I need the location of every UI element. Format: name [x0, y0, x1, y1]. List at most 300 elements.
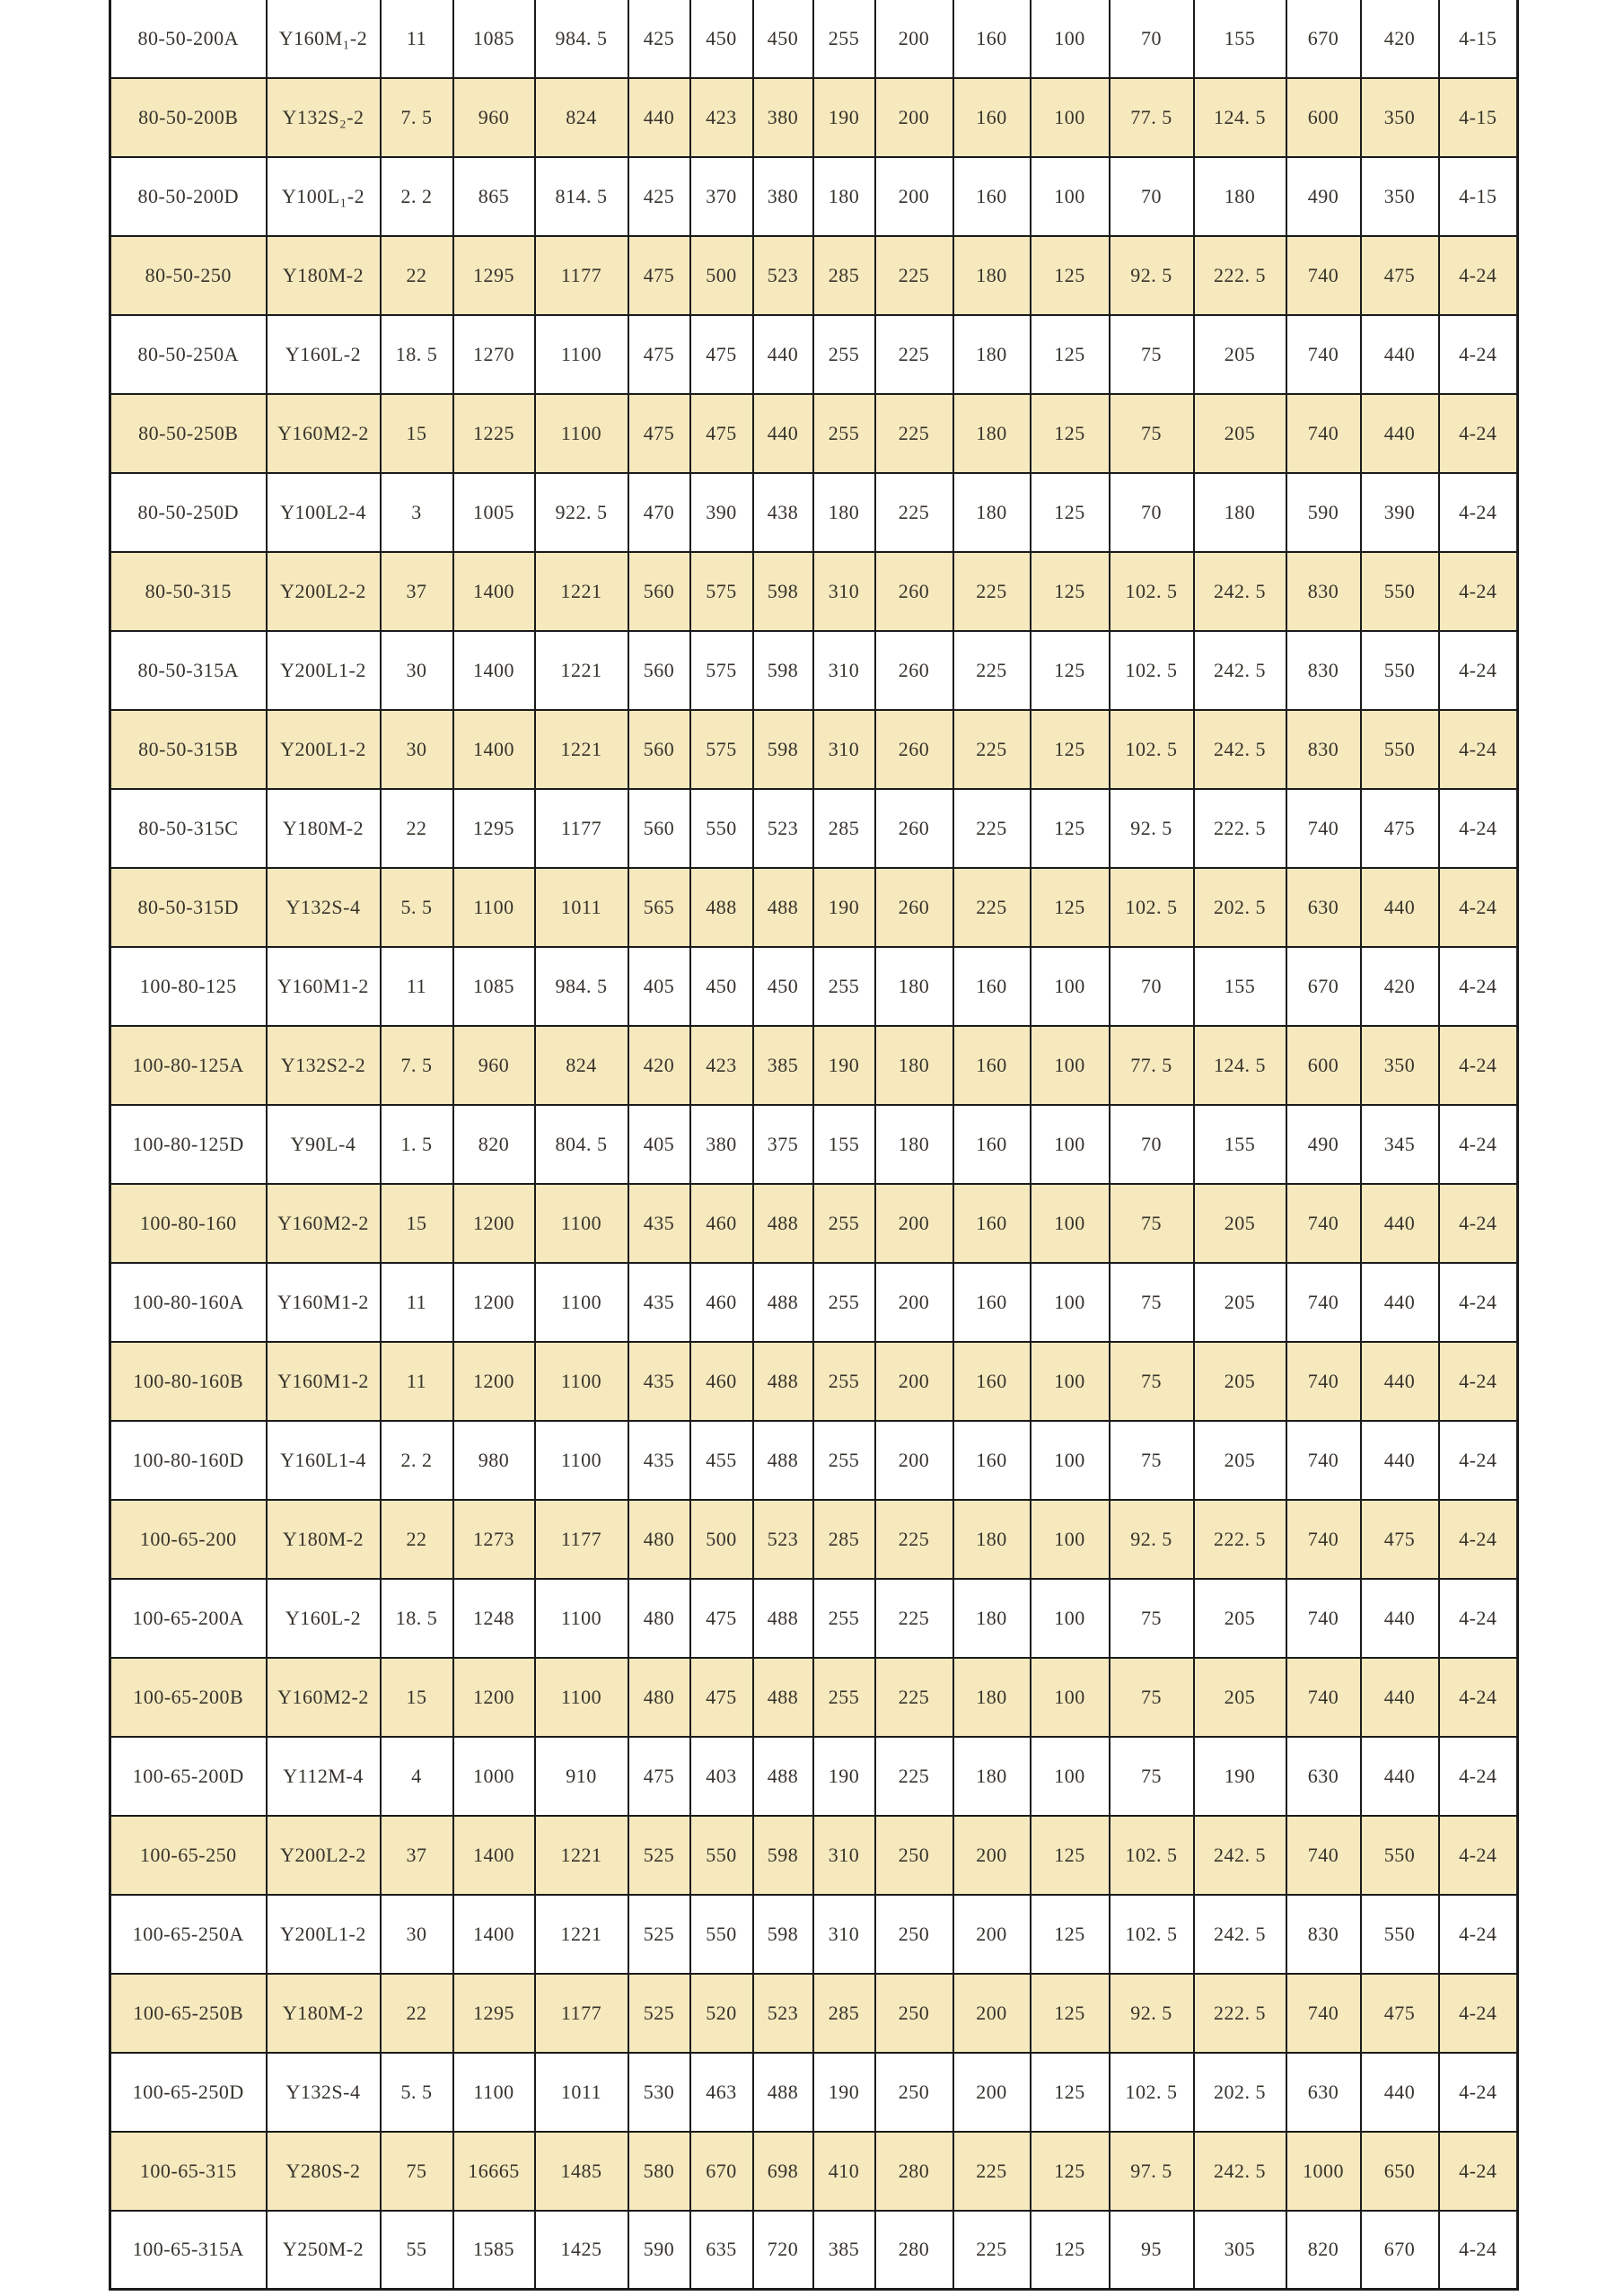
table-cell: 550	[690, 789, 753, 868]
table-cell: 423	[690, 78, 753, 157]
table-cell: 77. 5	[1110, 78, 1194, 157]
table-cell: 350	[1361, 157, 1439, 236]
table-cell: 255	[813, 1421, 875, 1500]
table-cell: 285	[813, 1500, 875, 1579]
motor-model-cell: Y160M1-2	[267, 1342, 381, 1421]
table-cell: 97. 5	[1110, 2132, 1194, 2211]
table-cell: 1221	[535, 710, 628, 789]
table-cell: 285	[813, 789, 875, 868]
table-cell: 1100	[453, 2053, 535, 2132]
table-cell: 225	[875, 473, 953, 552]
table-cell: 440	[1361, 315, 1439, 394]
table-cell: 475	[690, 394, 753, 473]
table-cell: 100	[1031, 1026, 1110, 1105]
table-cell: 260	[875, 868, 953, 947]
pump-model-cell: 100-65-200D	[110, 1737, 267, 1816]
table-cell: 205	[1194, 315, 1286, 394]
table-cell: 440	[1361, 1342, 1439, 1421]
pump-model-cell: 100-80-160	[110, 1184, 267, 1263]
motor-model-cell: Y132S-4	[267, 868, 381, 947]
table-cell: 403	[690, 1737, 753, 1816]
table-cell: 984. 5	[535, 0, 628, 78]
table-cell: 225	[953, 789, 1031, 868]
table-cell: 824	[535, 78, 628, 157]
table-cell: 4-15	[1439, 78, 1518, 157]
table-cell: 92. 5	[1110, 236, 1194, 315]
table-cell: 260	[875, 789, 953, 868]
table-cell: 190	[813, 2053, 875, 2132]
table-cell: 820	[453, 1105, 535, 1184]
table-cell: 160	[953, 1342, 1031, 1421]
table-cell: 160	[953, 1105, 1031, 1184]
table-cell: 1400	[453, 710, 535, 789]
table-cell: 525	[628, 1816, 690, 1895]
table-cell: 1221	[535, 1816, 628, 1895]
table-cell: 55	[381, 2211, 453, 2290]
table-cell: 523	[753, 789, 813, 868]
motor-model-cell: Y160M2-2	[267, 1184, 381, 1263]
pump-model-cell: 100-65-200A	[110, 1579, 267, 1658]
table-cell: 190	[1194, 1737, 1286, 1816]
table-cell: 205	[1194, 1342, 1286, 1421]
table-cell: 160	[953, 157, 1031, 236]
table-cell: 11	[381, 0, 453, 78]
table-cell: 525	[628, 1895, 690, 1974]
table-cell: 15	[381, 394, 453, 473]
motor-model-cell: Y200L1-2	[267, 631, 381, 710]
table-cell: 7. 5	[381, 1026, 453, 1105]
table-cell: 200	[875, 0, 953, 78]
table-cell: 70	[1110, 473, 1194, 552]
document-sheet	[109, 0, 1519, 2291]
table-cell: 670	[1361, 2211, 1439, 2290]
table-cell: 22	[381, 236, 453, 315]
table-cell: 488	[753, 1737, 813, 1816]
table-body	[110, 0, 1518, 2290]
table-cell: 460	[690, 1263, 753, 1342]
table-cell: 260	[875, 631, 953, 710]
table-cell: 575	[690, 631, 753, 710]
table-cell: 550	[1361, 1895, 1439, 1974]
table-cell: 100	[1031, 1658, 1110, 1737]
table-cell: 255	[813, 315, 875, 394]
table-cell: 100	[1031, 78, 1110, 157]
table-cell: 523	[753, 236, 813, 315]
pump-model-cell: 100-65-315A	[110, 2211, 267, 2290]
table-cell: 125	[1031, 1974, 1110, 2053]
table-cell: 1221	[535, 631, 628, 710]
table-cell: 180	[875, 947, 953, 1026]
table-row	[110, 1500, 1518, 1579]
table-cell: 1011	[535, 868, 628, 947]
table-cell: 75	[1110, 1579, 1194, 1658]
table-cell: 2. 2	[381, 157, 453, 236]
table-cell: 440	[1361, 2053, 1439, 2132]
table-cell: 740	[1286, 1421, 1361, 1500]
table-cell: 922. 5	[535, 473, 628, 552]
table-cell: 225	[953, 868, 1031, 947]
table-cell: 488	[753, 1342, 813, 1421]
table-row	[110, 1263, 1518, 1342]
table-cell: 92. 5	[1110, 1500, 1194, 1579]
table-cell: 4-24	[1439, 868, 1518, 947]
table-cell: 75	[1110, 1263, 1194, 1342]
table-cell: 698	[753, 2132, 813, 2211]
table-cell: 280	[875, 2211, 953, 2290]
table-cell: 4-24	[1439, 1263, 1518, 1342]
table-cell: 180	[953, 1737, 1031, 1816]
table-cell: 4-24	[1439, 1421, 1518, 1500]
table-cell: 650	[1361, 2132, 1439, 2211]
table-cell: 390	[690, 473, 753, 552]
table-cell: 830	[1286, 1895, 1361, 1974]
table-cell: 22	[381, 789, 453, 868]
table-cell: 1100	[535, 1263, 628, 1342]
table-cell: 488	[690, 868, 753, 947]
table-cell: 310	[813, 1895, 875, 1974]
table-cell: 1585	[453, 2211, 535, 2290]
table-cell: 205	[1194, 1579, 1286, 1658]
table-cell: 475	[628, 315, 690, 394]
table-cell: 4-24	[1439, 789, 1518, 868]
table-cell: 440	[1361, 394, 1439, 473]
table-cell: 102. 5	[1110, 552, 1194, 631]
table-cell: 280	[875, 2132, 953, 2211]
table-cell: 205	[1194, 1184, 1286, 1263]
motor-model-cell: Y200L2-2	[267, 1816, 381, 1895]
table-cell: 160	[953, 78, 1031, 157]
table-cell: 190	[813, 78, 875, 157]
pump-model-cell: 100-80-160B	[110, 1342, 267, 1421]
pump-model-cell: 100-80-125	[110, 947, 267, 1026]
motor-model-cell: Y112M-4	[267, 1737, 381, 1816]
table-cell: 222. 5	[1194, 236, 1286, 315]
table-cell: 475	[1361, 1974, 1439, 2053]
table-cell: 1200	[453, 1342, 535, 1421]
table-cell: 1100	[535, 1421, 628, 1500]
table-cell: 820	[1286, 2211, 1361, 2290]
table-cell: 435	[628, 1342, 690, 1421]
pump-model-cell: 100-65-250A	[110, 1895, 267, 1974]
table-cell: 222. 5	[1194, 1974, 1286, 2053]
table-cell: 200	[953, 2053, 1031, 2132]
table-cell: 242. 5	[1194, 631, 1286, 710]
table-cell: 460	[690, 1184, 753, 1263]
table-cell: 530	[628, 2053, 690, 2132]
table-cell: 15	[381, 1184, 453, 1263]
table-row	[110, 1737, 1518, 1816]
table-cell: 5. 5	[381, 868, 453, 947]
table-cell: 22	[381, 1974, 453, 2053]
pump-model-cell: 100-80-160D	[110, 1421, 267, 1500]
table-cell: 160	[953, 1421, 1031, 1500]
table-cell: 125	[1031, 710, 1110, 789]
motor-model-cell: Y160M2-2	[267, 394, 381, 473]
table-cell: 125	[1031, 868, 1110, 947]
table-cell: 205	[1194, 1658, 1286, 1737]
table-row	[110, 1026, 1518, 1105]
table-cell: 255	[813, 1579, 875, 1658]
table-row	[110, 789, 1518, 868]
pump-model-cell: 80-50-315	[110, 552, 267, 631]
table-cell: 740	[1286, 1816, 1361, 1895]
table-cell: 740	[1286, 1342, 1361, 1421]
table-cell: 225	[875, 1737, 953, 1816]
table-row	[110, 1105, 1518, 1184]
table-cell: 205	[1194, 394, 1286, 473]
table-cell: 92. 5	[1110, 789, 1194, 868]
table-cell: 2. 2	[381, 1421, 453, 1500]
pump-model-cell: 80-50-250A	[110, 315, 267, 394]
table-cell: 470	[628, 473, 690, 552]
motor-model-cell: Y160L-2	[267, 1579, 381, 1658]
table-cell: 1011	[535, 2053, 628, 2132]
table-cell: 740	[1286, 1579, 1361, 1658]
table-cell: 125	[1031, 1895, 1110, 1974]
table-cell: 255	[813, 947, 875, 1026]
table-cell: 100	[1031, 1737, 1110, 1816]
table-cell: 450	[690, 947, 753, 1026]
table-cell: 4-24	[1439, 1974, 1518, 2053]
table-cell: 1100	[453, 868, 535, 947]
table-cell: 480	[628, 1500, 690, 1579]
table-cell: 575	[690, 552, 753, 631]
table-row	[110, 1579, 1518, 1658]
motor-model-cell: Y100L2-4	[267, 473, 381, 552]
table-cell: 598	[753, 552, 813, 631]
table-cell: 440	[1361, 1579, 1439, 1658]
table-cell: 225	[875, 1658, 953, 1737]
pump-model-cell: 80-50-315D	[110, 868, 267, 947]
table-cell: 1100	[535, 1579, 628, 1658]
table-row	[110, 552, 1518, 631]
table-cell: 440	[1361, 1184, 1439, 1263]
table-cell: 740	[1286, 394, 1361, 473]
table-cell: 980	[453, 1421, 535, 1500]
table-cell: 488	[753, 1184, 813, 1263]
table-cell: 420	[1361, 947, 1439, 1026]
table-cell: 250	[875, 1895, 953, 1974]
motor-model-cell: Y180M-2	[267, 1974, 381, 2053]
table-cell: 580	[628, 2132, 690, 2211]
table-cell: 102. 5	[1110, 868, 1194, 947]
table-cell: 435	[628, 1421, 690, 1500]
table-row	[110, 1895, 1518, 1974]
pump-spec-table	[109, 0, 1519, 2291]
table-cell: 4-24	[1439, 1658, 1518, 1737]
table-cell: 255	[813, 1342, 875, 1421]
table-cell: 440	[1361, 1421, 1439, 1500]
table-cell: 125	[1031, 2053, 1110, 2132]
table-cell: 4-24	[1439, 710, 1518, 789]
pump-model-cell: 80-50-315C	[110, 789, 267, 868]
table-cell: 1273	[453, 1500, 535, 1579]
table-cell: 475	[1361, 789, 1439, 868]
table-cell: 225	[953, 2132, 1031, 2211]
motor-model-cell: Y180M-2	[267, 1500, 381, 1579]
table-cell: 460	[690, 1342, 753, 1421]
table-cell: 160	[953, 1026, 1031, 1105]
table-row	[110, 157, 1518, 236]
table-cell: 480	[628, 1579, 690, 1658]
table-cell: 410	[813, 2132, 875, 2211]
table-cell: 102. 5	[1110, 710, 1194, 789]
table-cell: 1177	[535, 1500, 628, 1579]
table-cell: 824	[535, 1026, 628, 1105]
table-cell: 75	[1110, 1342, 1194, 1421]
table-cell: 1200	[453, 1263, 535, 1342]
pump-model-cell: 100-65-315	[110, 2132, 267, 2211]
table-cell: 125	[1031, 2132, 1110, 2211]
table-cell: 180	[953, 236, 1031, 315]
table-cell: 70	[1110, 157, 1194, 236]
table-cell: 225	[875, 315, 953, 394]
table-cell: 225	[953, 710, 1031, 789]
table-cell: 200	[875, 1421, 953, 1500]
table-cell: 180	[1194, 473, 1286, 552]
table-cell: 37	[381, 552, 453, 631]
table-cell: 475	[690, 315, 753, 394]
table-cell: 600	[1286, 1026, 1361, 1105]
table-cell: 5. 5	[381, 2053, 453, 2132]
table-cell: 4-24	[1439, 1500, 1518, 1579]
table-cell: 1221	[535, 552, 628, 631]
table-cell: 550	[1361, 710, 1439, 789]
table-cell: 4-24	[1439, 236, 1518, 315]
table-cell: 155	[813, 1105, 875, 1184]
pump-model-cell: 100-65-250	[110, 1816, 267, 1895]
table-cell: 180	[953, 1500, 1031, 1579]
table-cell: 830	[1286, 710, 1361, 789]
motor-model-cell: Y132S2-2	[267, 1026, 381, 1105]
table-cell: 200	[953, 1816, 1031, 1895]
table-cell: 310	[813, 710, 875, 789]
table-cell: 1100	[535, 394, 628, 473]
table-cell: 4-24	[1439, 1342, 1518, 1421]
table-cell: 1000	[453, 1737, 535, 1816]
table-cell: 575	[690, 710, 753, 789]
table-cell: 450	[753, 0, 813, 78]
table-cell: 1295	[453, 789, 535, 868]
table-cell: 100	[1031, 1342, 1110, 1421]
table-cell: 155	[1194, 947, 1286, 1026]
table-cell: 1400	[453, 552, 535, 631]
table-cell: 4-24	[1439, 2053, 1518, 2132]
table-cell: 600	[1286, 78, 1361, 157]
table-cell: 92. 5	[1110, 1974, 1194, 2053]
table-cell: 4	[381, 1737, 453, 1816]
pump-model-cell: 100-65-250B	[110, 1974, 267, 2053]
table-cell: 255	[813, 1184, 875, 1263]
table-cell: 180	[953, 394, 1031, 473]
table-cell: 180	[813, 473, 875, 552]
table-cell: 100	[1031, 1184, 1110, 1263]
table-cell: 125	[1031, 789, 1110, 868]
table-cell: 102. 5	[1110, 1816, 1194, 1895]
table-cell: 125	[1031, 631, 1110, 710]
table-cell: 385	[753, 1026, 813, 1105]
motor-model-cell: Y132S-4	[267, 2053, 381, 2132]
pump-model-cell: 80-50-200D	[110, 157, 267, 236]
table-cell: 1000	[1286, 2132, 1361, 2211]
table-cell: 255	[813, 394, 875, 473]
table-row	[110, 2132, 1518, 2211]
table-cell: 440	[1361, 1737, 1439, 1816]
table-cell: 670	[690, 2132, 753, 2211]
table-cell: 102. 5	[1110, 2053, 1194, 2132]
table-cell: 490	[1286, 1105, 1361, 1184]
table-cell: 380	[753, 78, 813, 157]
table-cell: 1177	[535, 1974, 628, 2053]
table-cell: 488	[753, 868, 813, 947]
table-cell: 1400	[453, 1816, 535, 1895]
table-cell: 440	[1361, 868, 1439, 947]
table-cell: 590	[1286, 473, 1361, 552]
motor-model-cell: Y250M-2	[267, 2211, 381, 2290]
table-cell: 100	[1031, 947, 1110, 1026]
table-cell: 598	[753, 710, 813, 789]
table-cell: 1295	[453, 1974, 535, 2053]
table-cell: 310	[813, 552, 875, 631]
table-cell: 100	[1031, 1421, 1110, 1500]
table-cell: 70	[1110, 0, 1194, 78]
table-cell: 435	[628, 1184, 690, 1263]
table-row	[110, 1184, 1518, 1263]
table-cell: 523	[753, 1500, 813, 1579]
table-cell: 488	[753, 1421, 813, 1500]
table-cell: 242. 5	[1194, 552, 1286, 631]
table-cell: 102. 5	[1110, 1895, 1194, 1974]
table-cell: 75	[381, 2132, 453, 2211]
table-row	[110, 868, 1518, 947]
table-cell: 4-24	[1439, 394, 1518, 473]
table-cell: 598	[753, 1816, 813, 1895]
pump-model-cell: 100-80-160A	[110, 1263, 267, 1342]
table-cell: 450	[753, 947, 813, 1026]
table-cell: 380	[690, 1105, 753, 1184]
table-cell: 804. 5	[535, 1105, 628, 1184]
table-cell: 630	[1286, 2053, 1361, 2132]
table-cell: 285	[813, 1974, 875, 2053]
motor-model-cell: Y160M1-2	[267, 947, 381, 1026]
table-row	[110, 0, 1518, 78]
table-cell: 222. 5	[1194, 1500, 1286, 1579]
table-cell: 488	[753, 2053, 813, 2132]
table-cell: 222. 5	[1194, 789, 1286, 868]
pump-model-cell: 80-50-315A	[110, 631, 267, 710]
motor-model-cell: Y200L1-2	[267, 1895, 381, 1974]
table-cell: 100	[1031, 1263, 1110, 1342]
table-cell: 435	[628, 1263, 690, 1342]
table-row	[110, 2211, 1518, 2290]
table-cell: 100	[1031, 1579, 1110, 1658]
table-cell: 560	[628, 631, 690, 710]
table-cell: 1400	[453, 1895, 535, 1974]
table-cell: 75	[1110, 1737, 1194, 1816]
table-cell: 560	[628, 789, 690, 868]
motor-model-cell: Y100L₁-2	[267, 157, 381, 236]
pump-model-cell: 100-80-125A	[110, 1026, 267, 1105]
table-cell: 100	[1031, 1105, 1110, 1184]
table-cell: 225	[875, 1579, 953, 1658]
table-cell: 740	[1286, 1184, 1361, 1263]
table-cell: 425	[628, 157, 690, 236]
table-row	[110, 315, 1518, 394]
table-cell: 1425	[535, 2211, 628, 2290]
table-cell: 225	[875, 394, 953, 473]
table-cell: 440	[1361, 1658, 1439, 1737]
table-cell: 7. 5	[381, 78, 453, 157]
